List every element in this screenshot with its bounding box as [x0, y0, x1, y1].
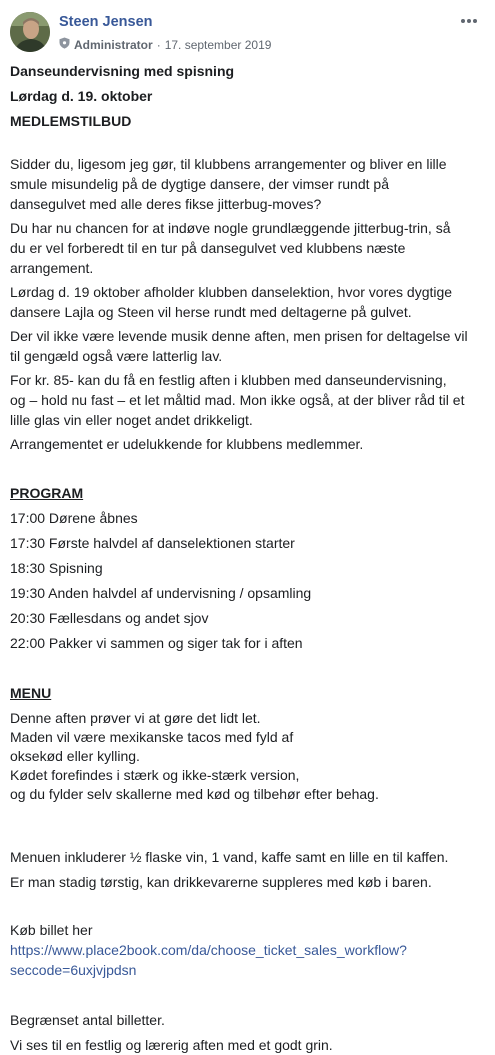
more-horizontal-icon	[460, 11, 478, 29]
closing-text: Vi ses til en festlig og lærerig aften med et godt grin.	[10, 1037, 333, 1053]
program-item: 19:30 Anden halvdel af undervisning / opsamling	[10, 585, 312, 601]
menu-line: Denne aften prøver vi at gøre det lidt let.	[10, 710, 261, 726]
program-item: 20:30 Fællesdans og andet sjov	[10, 610, 209, 626]
event-date: Lørdag d. 19. oktober	[10, 88, 153, 104]
program-item: 17:30 Første halvdel af danselektionen starter	[10, 535, 295, 551]
menu-line: Maden vil være mexikanske tacos med fyld af	[10, 729, 294, 745]
more-options-button[interactable]	[457, 10, 481, 30]
program-item: 18:30 Spisning	[10, 560, 103, 576]
post-date[interactable]: 17. september 2019	[164, 37, 272, 52]
avatar[interactable]	[10, 12, 50, 52]
price-line: lille glas vin eller noget andet drikkeligt.	[10, 412, 253, 428]
post-meta	[59, 37, 271, 52]
program-heading: PROGRAM	[10, 485, 84, 501]
menu-includes-text: Menuen inkluderer ½ flaske vin, 1 vand, kaffe samt en lille en til kaffen.	[10, 849, 449, 865]
chance-line: du er vel forberedt til en tur på dansegulvet ved klubbens næste	[10, 240, 406, 256]
intro-line: Sidder du, ligesom jeg gør, til klubbens arrangementer og bliver en lille	[10, 156, 447, 172]
author-role: Administrator	[74, 37, 153, 52]
ticket-link[interactable]: https://www.place2book.com/da/choose_ticket_sales_workflow?	[10, 942, 407, 958]
meta-separator: ·	[156, 37, 161, 52]
members-only-text: Arrangementet er udelukkende for klubbens medlemmer.	[10, 436, 364, 452]
buy-ticket-label: Køb billet her	[10, 922, 93, 938]
intro-line: dansegulvet med alle deres fikse jitterbug-moves?	[10, 196, 322, 212]
ticket-link[interactable]: seccode=6uxjvjpdsn	[10, 962, 137, 978]
price-line: og – hold nu fast – et let måltid mad. Mon ikke også, at der bliver råd til et	[10, 392, 465, 408]
limited-tickets-text: Begrænset antal billetter.	[10, 1012, 165, 1028]
price-line: For kr. 85- kan du få en festlig aften i klubben med danseundervisning,	[10, 372, 447, 388]
menu-heading: MENU	[10, 685, 52, 701]
program-item: 17:00 Dørene åbnes	[10, 510, 138, 526]
post-title: Danseundervisning med spisning	[10, 63, 235, 79]
shield-icon	[59, 37, 70, 52]
chance-line: Du har nu chancen for at indøve nogle grundlæggende jitterbug-trin, så	[10, 220, 451, 236]
offer-label: MEDLEMSTILBUD	[10, 113, 132, 129]
program-item: 22:00 Pakker vi sammen og siger tak for i aften	[10, 635, 303, 651]
lesson-line: Lørdag d. 19 oktober afholder klubben danselektion, hvor vores dygtige	[10, 284, 453, 300]
lesson-line: dansere Lajla og Steen vil herse rundt med deltagerne på gulvet.	[10, 304, 412, 320]
music-line: Der vil ikke være levende musik denne aften, men prisen for deltagelse vil	[10, 328, 468, 344]
menu-line: oksekød eller kylling.	[10, 748, 140, 764]
author-name[interactable]: Steen Jensen	[59, 14, 153, 30]
intro-line: smule misundelig på de dygtige dansere, der vimser rundt på	[10, 176, 389, 192]
chance-line: arrangement.	[10, 260, 94, 276]
menu-line: Kødet forefindes i stærk og ikke-stærk version,	[10, 767, 300, 783]
thirsty-text: Er man stadig tørstig, kan drikkevarerne suppleres med køb i baren.	[10, 874, 432, 890]
menu-line: og du fylder selv skallerne med kød og tilbehør efter behag.	[10, 786, 379, 802]
music-line: til gengæld også være latterlig lav.	[10, 348, 223, 364]
